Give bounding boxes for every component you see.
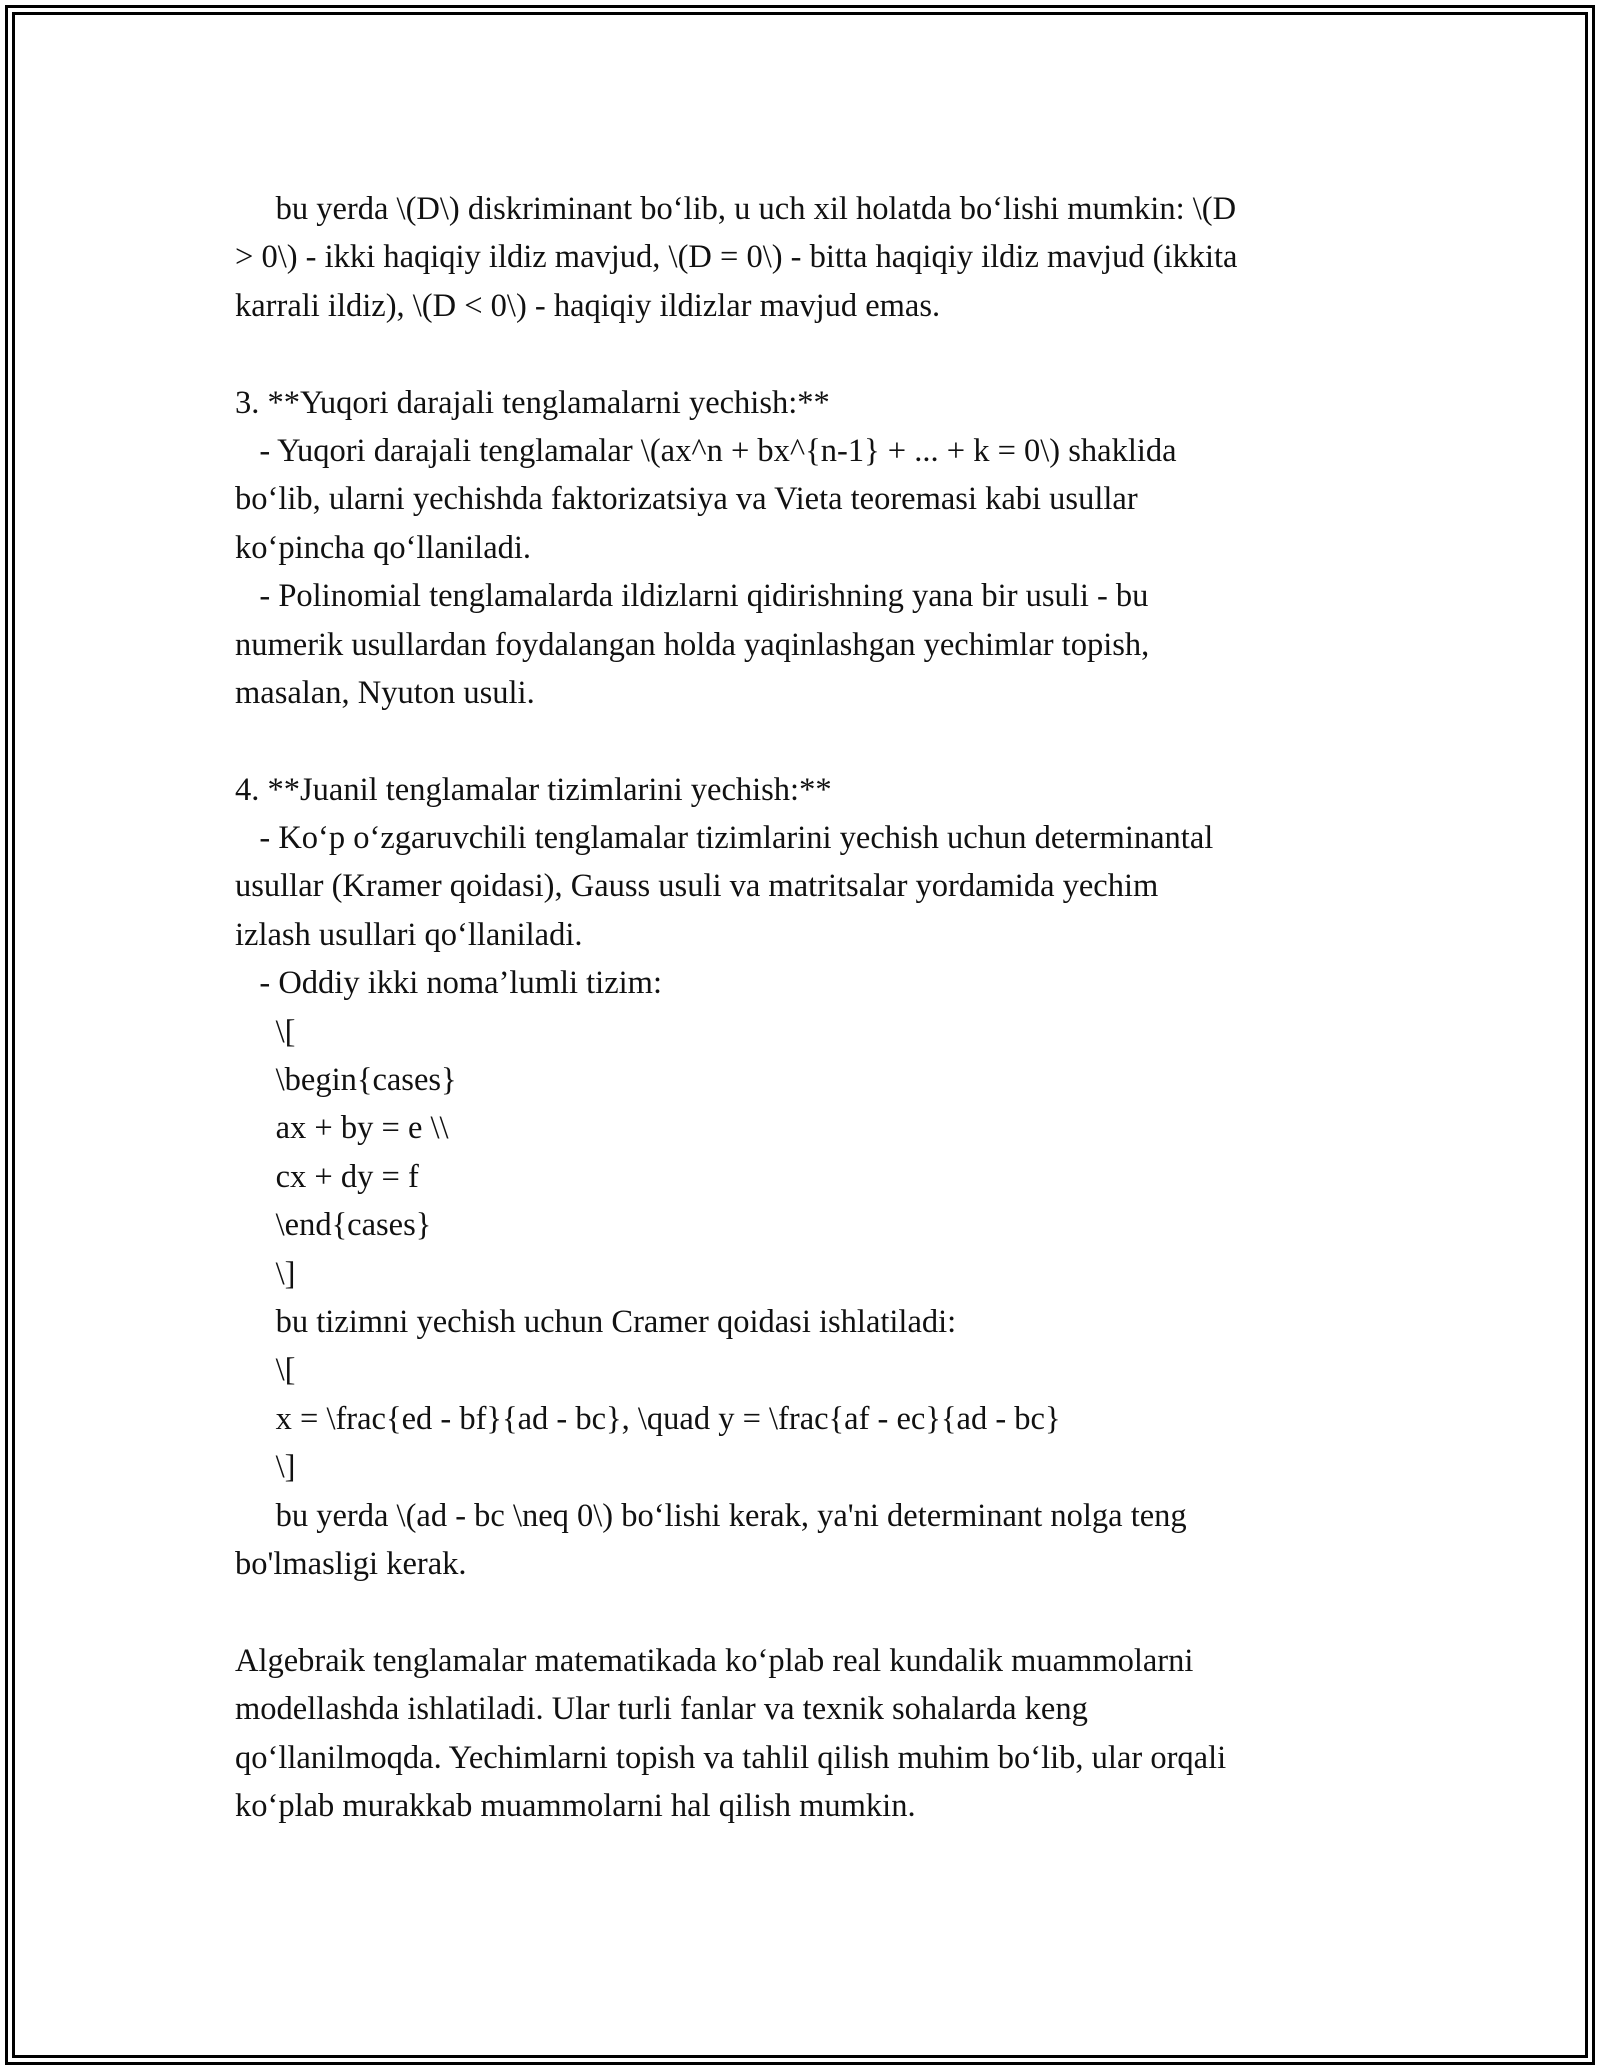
conclusion-paragraph (235, 1637, 1385, 1831)
math-line: \end{cases} (235, 1207, 432, 1244)
text-line: masalan, Nyuton usuli. (235, 674, 535, 711)
text-line: - Yuqori darajali tenglamalar \(ax^n + bx^{n-1} + ... + k = 0\) shaklida (235, 432, 1177, 469)
text-line: ko‘pincha qo‘llaniladi. (235, 529, 532, 566)
math-line: \[ (235, 1352, 296, 1389)
document-body (235, 185, 1385, 1830)
section-4-heading: 4. **Juanil tenglamalar tizimlarini yechish:** (235, 771, 832, 808)
paragraph-gap (235, 1588, 1385, 1636)
math-line: \[ (235, 1013, 296, 1050)
text-line: izlash usullari qo‘llaniladi. (235, 916, 583, 953)
intro-paragraph (235, 185, 1385, 330)
math-line: cx + dy = f (235, 1158, 419, 1195)
math-line: x = \frac{ed - bf}{ad - bc}, \quad y = \frac{af - ec}{ad - bc} (235, 1400, 1061, 1437)
math-line: \] (235, 1255, 296, 1292)
section-4 (235, 766, 1385, 1589)
text-line: Algebraik tenglamalar matematikada ko‘plab real kundalik muammolarni (235, 1642, 1194, 1679)
text-line: bu tizimni yechish uchun Cramer qoidasi ishlatiladi: (235, 1303, 957, 1340)
paragraph-gap (235, 717, 1385, 765)
math-line: \] (235, 1449, 296, 1486)
math-line: ax + by = e \\ (235, 1110, 449, 1147)
text-line: karrali ildiz), \(D < 0\) - haqiqiy ildizlar mavjud emas. (235, 287, 941, 324)
text-line: usullar (Kramer qoidasi), Gauss usuli va matritsalar yordamida yechim (235, 868, 1159, 905)
text-line: > 0\) - ikki haqiqiy ildiz mavjud, \(D = 0\) - bitta haqiqiy ildiz mavjud (ikkita (235, 239, 1238, 276)
text-line: bu yerda \(ad - bc \neq 0\) bo‘lishi kerak, ya'ni determinant nolga teng (235, 1497, 1187, 1534)
section-3 (235, 379, 1385, 718)
section-3-heading: 3. **Yuqori darajali tenglamalarni yechish:** (235, 384, 830, 421)
text-line: - Ko‘p o‘zgaruvchili tenglamalar tizimlarini yechish uchun determinantal (235, 820, 1214, 857)
text-line: - Oddiy ikki noma’lumli tizim: (235, 965, 662, 1002)
text-line: ko‘plab murakkab muammolarni hal qilish mumkin. (235, 1787, 916, 1824)
text-line: qo‘llanilmoqda. Yechimlarni topish va tahlil qilish muhim bo‘lib, ular orqali (235, 1739, 1227, 1776)
text-line: - Polinomial tenglamalarda ildizlarni qidirishning yana bir usuli - bu (235, 578, 1149, 615)
text-line: bo'lmasligi kerak. (235, 1545, 467, 1582)
text-line: bo‘lib, ularni yechishda faktorizatsiya va Vieta teoremasi kabi usullar (235, 481, 1138, 518)
math-line: \begin{cases} (235, 1062, 457, 1099)
text-line: numerik usullardan foydalangan holda yaqinlashgan yechimlar topish, (235, 626, 1150, 663)
paragraph-gap (235, 330, 1385, 378)
text-line: bu yerda \(D\) diskriminant bo‘lib, u uch xil holatda bo‘lishi mumkin: \(D (235, 191, 1237, 227)
text-line: modellashda ishlatiladi. Ular turli fanlar va texnik sohalarda keng (235, 1691, 1088, 1728)
